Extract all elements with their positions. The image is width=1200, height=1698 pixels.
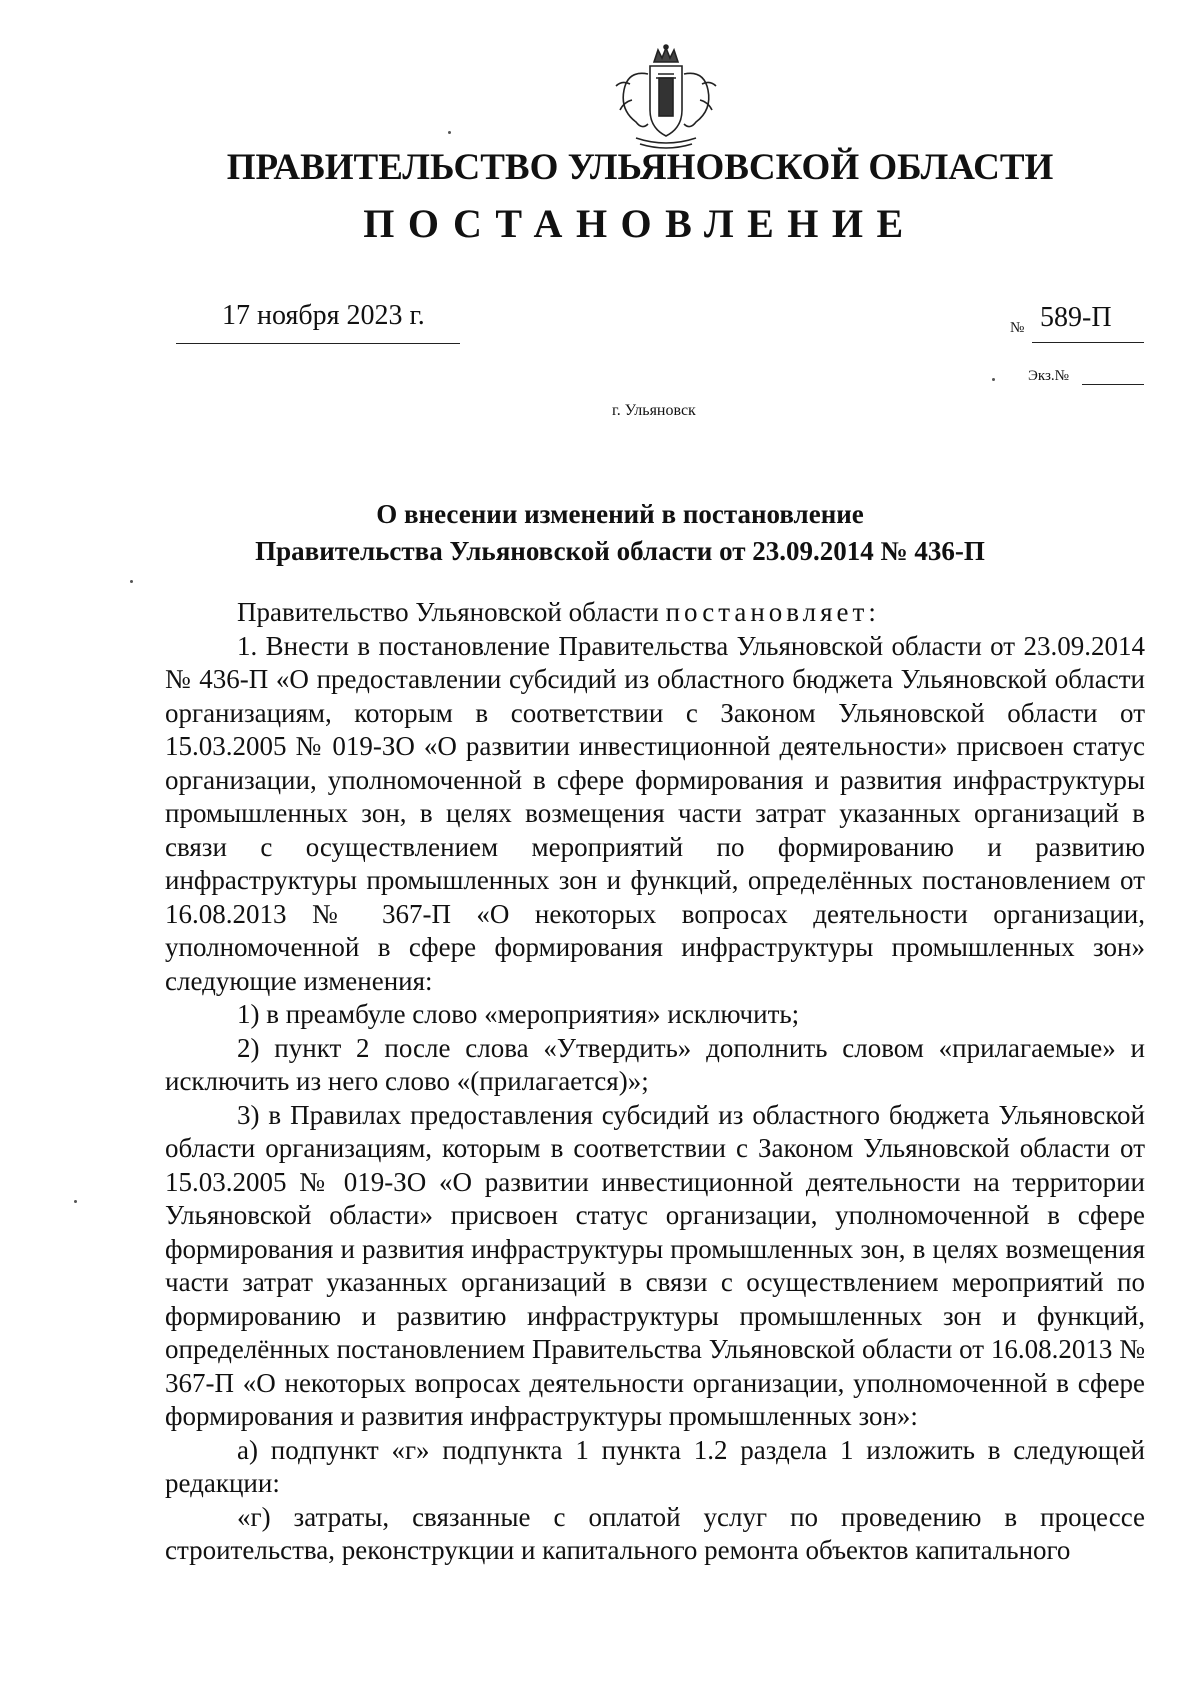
paragraph-1-3-a-g: «г) затраты, связанные с оплатой услуг по проведению в процессе строительства, реконструкции и капитального ремонта объектов капитального [165, 1501, 1145, 1565]
document-body [165, 596, 1145, 1568]
copy-number-label: Экз.№ [1028, 368, 1069, 384]
document-date: 17 ноября 2023 г. [222, 300, 425, 331]
copy-number-underline [1082, 384, 1144, 385]
paragraph-1: 1. Внести в постановление Правительства Ульяновской области от 23.09.2014 № 436-П «О предоставлении субсидий из областного бюджета Ульяновской области организациям, которым в соответствии с Законом Ульяновской области от 15.03.2005 № 019-ЗО «О развитии инвестиционной деятельности» присвоен статус организации, уполномоченной в сфере формирования и развития инфраструктуры промышленных зон, в целях возмещения части затрат указанных организаций в связи с осуществлением мероприятий по формированию и развитию инфраструктуры промышленных зон и функций, определённых постановлением от 16.08.2013 № 367-П «О некоторых вопросах деятельности организации, уполномоченной в сфере формирования инфраструктуры промышленных зон» следующие изменения: [165, 630, 1145, 996]
paragraph-1-3: 3) в Правилах предоставления субсидий из областного бюджета Ульяновской области организациям, которым в соответствии с Законом Ульяновской области от 15.03.2005 № 019-ЗО «О развитии инвестиционной деятельности на территории Ульяновской области» присвоен статус организации, уполномоченной в сфере формирования и развития инфраструктуры промышленных зон, в целях возмещения части затрат указанных организаций в связи с осуществлением мероприятий по формированию и развитию инфраструктуры промышленных зон и функций, определённых постановлением Правительства Ульяновской области от 16.08.2013 № 367-П «О некоторых вопросах деятельности организации, уполномоченной в сфере формирования и развития инфраструктуры промышленных зон»: [165, 1099, 1145, 1431]
coat-of-arms-icon [606, 44, 726, 152]
document-number: 589-П [1040, 302, 1112, 333]
intro-end: : [868, 597, 876, 627]
number-sign: № [1010, 320, 1025, 336]
intro-lead: Правительство Ульяновской области [237, 597, 666, 627]
document-title-line-1: О внесении изменений в постановление [376, 499, 864, 529]
document-title-line-2: Правительства Ульяновской области от 23.09.2014 № 436-П [255, 536, 985, 566]
organization-name: ПРАВИТЕЛЬСТВО УЛЬЯНОВСКОЙ ОБЛАСТИ [226, 147, 1054, 188]
paragraph-1-1: 1) в преамбуле слово «мероприятия» исключить; [237, 999, 800, 1029]
city-name: г. Ульяновск [612, 402, 696, 419]
date-underline [176, 343, 460, 344]
number-underline [1032, 342, 1144, 343]
paragraph-1-3-a: а) подпункт «г» подпункта 1 пункта 1.2 раздела 1 изложить в следующей редакции: [165, 1434, 1145, 1498]
paragraph-1-2: 2) пункт 2 после слова «Утвердить» дополнить словом «прилагаемые» и исключить из него слово «(прилагается)»; [165, 1032, 1145, 1096]
document-type: ПОСТАНОВЛЕНИЕ [363, 201, 917, 246]
intro-verb: постановляет [665, 597, 869, 627]
intro-paragraph [165, 596, 1145, 630]
